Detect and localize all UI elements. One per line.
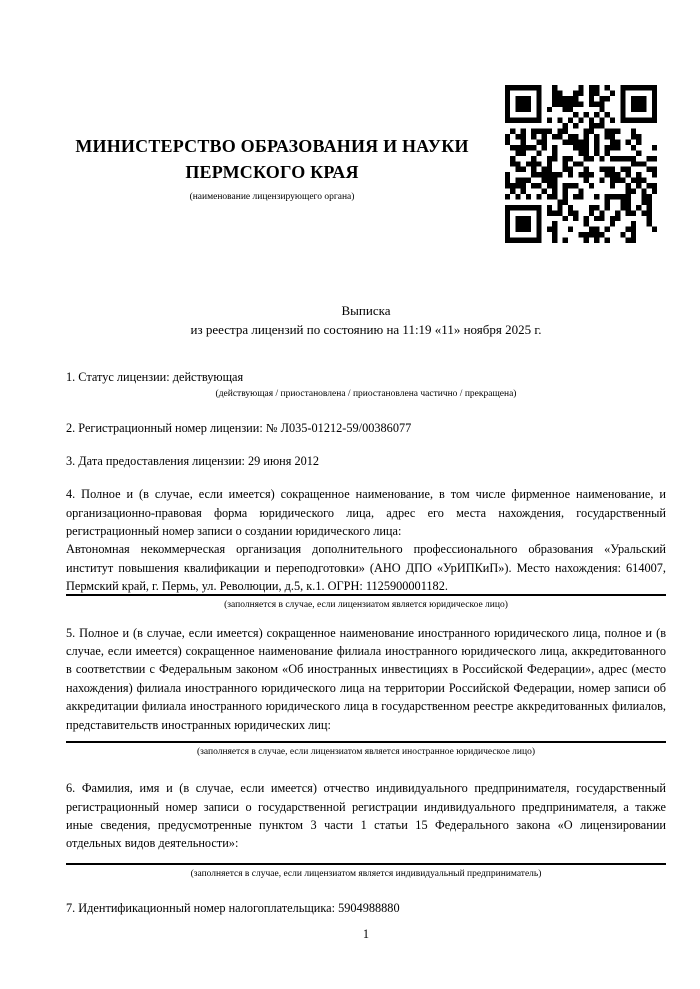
field-license-grant-date: 3. Дата предоставления лицензии: 29 июня 2012 [66,453,320,468]
field-entrepreneur-label: 6. Фамилия, имя и (в случае, если имеется) отчество индивидуального предпринимателя, государственный регистрационный номер записи о государственной регистрации индивидуального предпринимателя, а также иные сведения, предусмотренные пунктом 3 части 1 статьи 15 Федерального закона «О лицензировании отдельных видов деятельности»: [66,781,666,851]
entrepreneur-fill-rule [66,863,666,865]
page-number: 1 [362,927,370,941]
field-license-status: 1. Статус лицензии: действующая [66,370,244,384]
authority-name-line1: МИНИСТЕРСТВО ОБРАЗОВАНИЯ И НАУКИ [75,136,469,156]
authority-name-note: (наименование лицензирующего органа) [189,192,355,202]
field-foreign-entity-label: 5. Полное и (в случае, если имеется) сокращенное наименование иностранного юридического лица, полное и (в случае, если имеется) сокращенное наименование филиала иностранного юридического лица, аккредитованного в соответствии с Федеральным законом «Об иностранных инвестициях в Российской Федерации», адрес (место нахождения) филиала иностранного юридического лица на территории Российской Федерации, номер записи об аккредитации филиала иностранного юридического лица в государственном реестре аккредитованных филиалов, представительств иностранных юридических лиц: [66,625,666,732]
field-foreign-entity-note: (заполняется в случае, если лицензиатом является иностранное юридическое лицо) [197,747,535,758]
foreign-entity-fill-rule [66,741,666,743]
field-registration-number: 2. Регистрационный номер лицензии: № Л035-01212-59/00386077 [66,421,412,436]
field-legal-entity-label: 4. Полное и (в случае, если имеется) сокращенное наименование, в том числе фирменное наименование, и организационно-правовая форма юридического лица, адрес его места нахождения, государственный регистрационный номер записи о создании юридического лица: [66,487,666,539]
field-legal-entity-note: (заполняется в случае, если лицензиатом является юридическое лицо) [224,599,508,610]
document-title-line1: Выписка [341,303,391,318]
field-legal-entity-value: Автономная некоммерческая организация дополнительного профессионального образования «Уральский институт повышения квалификации и переподготовки» (АНО ДПО «УрИПКиП»). Место нахождения: 614007, Пермский край, г. Пермь, ул. Революции, д.5, к.1. ОГРН: 1125900001182. [66,542,666,594]
document-title-line2: из реестра лицензий по состоянию на 11:19 «11» ноября 2025 г. [190,321,542,337]
licensing-authority-header [66,133,478,203]
qr-code [505,85,657,243]
document-title [66,302,666,339]
field-taxpayer-id: 7. Идентификационный номер налогоплательщика: 5904988880 [66,900,400,915]
authority-name-line2: ПЕРМСКОГО КРАЯ [185,162,359,182]
field-entrepreneur-note: (заполняется в случае, если лицензиатом является индивидуальный предприниматель) [190,868,542,879]
field-license-status-note: (действующая / приостановлена / приостановлена частично / прекращена) [215,389,517,400]
